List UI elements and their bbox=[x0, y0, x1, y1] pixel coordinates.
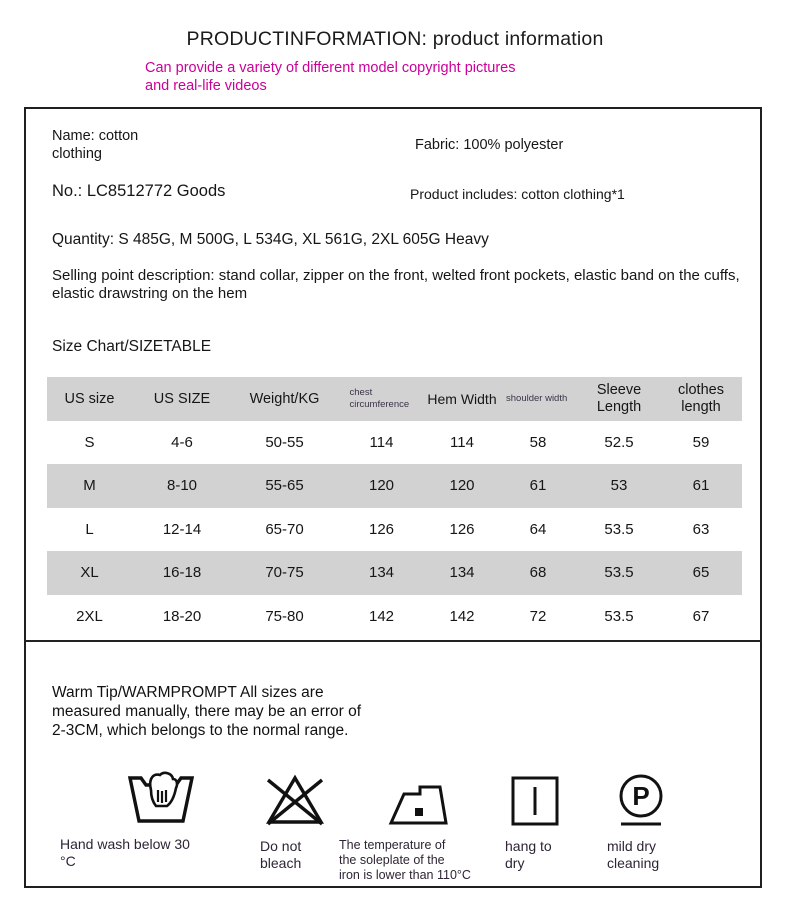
hand-wash-icon bbox=[128, 769, 194, 825]
col-header-weight: Weight/KG bbox=[249, 390, 320, 407]
col-header-hem: Hem Width bbox=[427, 390, 497, 407]
size-table-header-row bbox=[47, 377, 742, 421]
selling-point: Selling point description: stand collar, zipper on the front, welted front pockets, elastic band on the cuffs, elastic drawstring on the hem bbox=[52, 267, 740, 303]
col-header-clothes: clothes length bbox=[678, 382, 724, 415]
subtitle-line: Can provide a variety of different model copyright pictures bbox=[145, 60, 516, 76]
svg-text:P: P bbox=[632, 781, 650, 811]
care-label-hang-to-dry: hang to dry bbox=[505, 838, 552, 871]
warm-tip-line: measured manually, there may be an error of bbox=[52, 703, 362, 721]
page-title: PRODUCTINFORMATION: product information bbox=[186, 28, 604, 50]
size-chart-title: Size Chart/SIZETABLE bbox=[52, 338, 212, 355]
warm-tip-line: 2-3CM, which belongs to the normal range. bbox=[52, 722, 349, 740]
subtitle-line: and real-life videos bbox=[145, 77, 267, 94]
do-not-bleach-icon bbox=[264, 771, 326, 827]
section-divider bbox=[24, 640, 762, 642]
col-header-chest: chest circumference bbox=[349, 386, 410, 410]
warm-tip-line: Warm Tip/WARMPROMPT All sizes are bbox=[52, 684, 324, 701]
info-box bbox=[24, 107, 762, 888]
col-header-shoulder: shoulder width bbox=[506, 392, 568, 404]
care-label-hand-wash: Hand wash below 30 °C bbox=[60, 836, 190, 869]
col-header-sleeve: Sleeve Length bbox=[596, 382, 642, 415]
product-name: Name: cotton clothing bbox=[52, 128, 139, 163]
table-row: M 8-10 55-65 120 120 61 53 61 bbox=[47, 464, 742, 508]
product-fabric: Fabric: 100% polyester bbox=[415, 137, 564, 153]
size-table bbox=[47, 377, 742, 638]
care-label-do-not-bleach: Do not bleach bbox=[260, 838, 302, 871]
hang-to-dry-icon bbox=[510, 775, 560, 827]
table-row: S 4-6 50-55 114 114 58 52.5 59 bbox=[84, 433, 710, 451]
care-label-dry-clean: mild dry cleaning bbox=[607, 838, 660, 871]
col-header-us-size-caps: US SIZE bbox=[153, 390, 211, 407]
iron-max-110-icon bbox=[388, 777, 452, 829]
warm-tip bbox=[52, 683, 361, 741]
table-row: L 12-14 65-70 126 126 64 53.5 63 bbox=[85, 520, 710, 538]
table-row: XL 16-18 70-75 134 134 68 53.5 65 bbox=[47, 551, 742, 595]
product-number: No.: LC8512772 Goods bbox=[52, 182, 226, 200]
care-label-iron: The temperature of the soleplate of the iron is lower than 110°C bbox=[339, 838, 471, 882]
col-header-us-size: US size bbox=[64, 390, 115, 407]
dry-clean-gentle-icon bbox=[612, 771, 670, 829]
product-includes: Product includes: cotton clothing*1 bbox=[410, 186, 625, 202]
subtitle bbox=[145, 60, 515, 95]
table-row: 2XL 18-20 75-80 142 142 72 53.5 67 bbox=[76, 607, 710, 625]
product-quantity: Quantity: S 485G, M 500G, L 534G, XL 561G, 2XL 605G Heavy bbox=[52, 231, 489, 248]
